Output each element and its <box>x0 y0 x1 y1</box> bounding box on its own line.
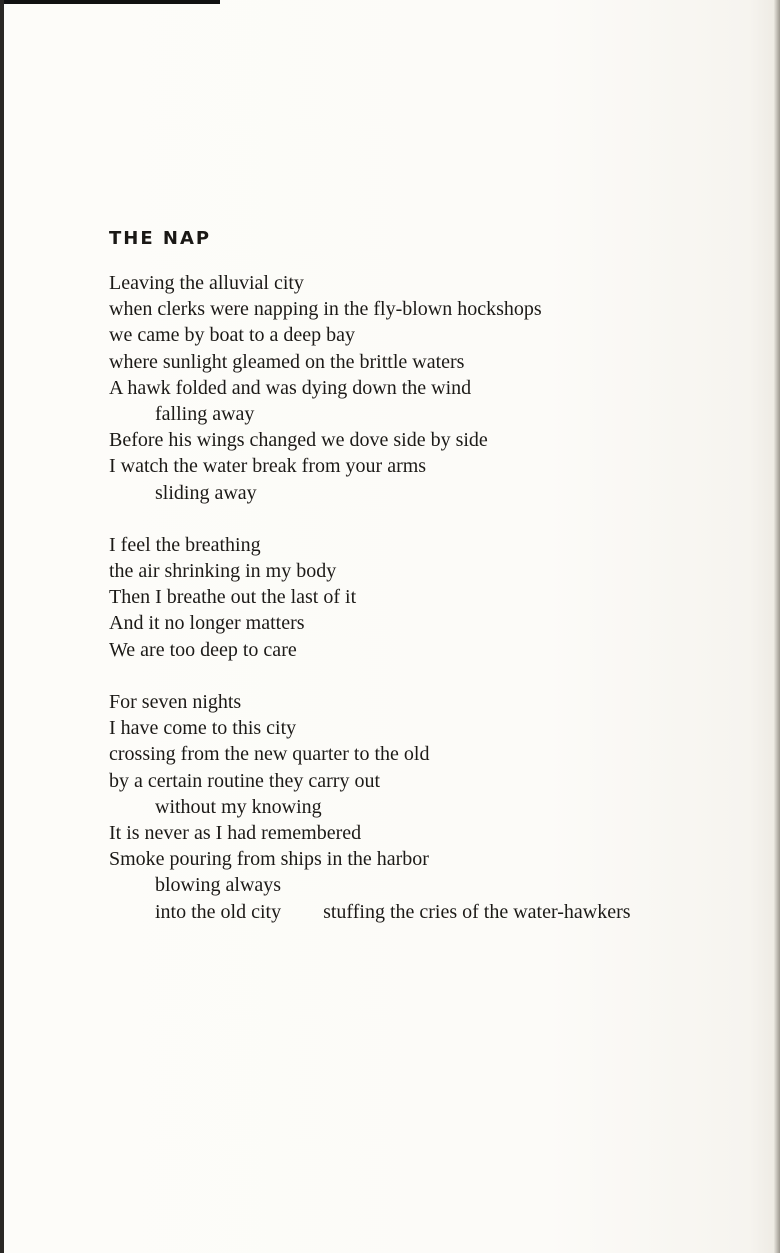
poem-line-indented: falling away <box>155 402 255 425</box>
scan-edge-left <box>0 0 4 1253</box>
poem-body <box>109 270 749 925</box>
poem-line-fragment: stuffing the cries of the water-hawkers <box>323 900 631 923</box>
page-edge-shadow <box>774 0 780 1253</box>
poem-line: I watch the water break from your arms <box>109 455 427 478</box>
poem-line: crossing from the new quarter to the old <box>109 743 430 766</box>
poem-line-indented: without my knowing <box>155 795 322 818</box>
poem-line: the air shrinking in my body <box>109 560 337 583</box>
stanza-break <box>109 506 749 532</box>
poem-line: I feel the breathing <box>109 533 261 556</box>
poem-line: We are too deep to care <box>109 638 297 661</box>
stanza-break <box>109 663 749 689</box>
poem-line: For seven nights <box>109 691 242 713</box>
poem-line-indented: blowing always <box>155 874 282 897</box>
poem-line: Smoke pouring from ships in the harbor <box>109 848 429 871</box>
scan-edge-top <box>0 0 220 4</box>
poem-line: Leaving the alluvial city <box>109 272 304 294</box>
poem-line: Then I breathe out the last of it <box>109 586 357 609</box>
poem-line-fragment: into the old city <box>155 900 282 923</box>
poem-line: A hawk folded and was dying down the wind <box>109 376 472 399</box>
poem-line: when clerks were napping in the fly-blown hockshops <box>109 298 542 321</box>
poem-line: I have come to this city <box>109 717 297 740</box>
poem-line: It is never as I had remembered <box>109 821 362 844</box>
poem-line: by a certain routine they carry out <box>109 769 380 792</box>
poem-line-split <box>109 899 749 925</box>
poem-line: Before his wings changed we dove side by side <box>109 429 488 452</box>
poem-line: And it no longer matters <box>109 612 305 635</box>
poem-line-indented: sliding away <box>155 481 257 504</box>
poem-line: we came by boat to a deep bay <box>109 324 356 347</box>
poem-line: where sunlight gleamed on the brittle waters <box>109 350 465 373</box>
poem-title: THE NAP <box>109 228 212 249</box>
